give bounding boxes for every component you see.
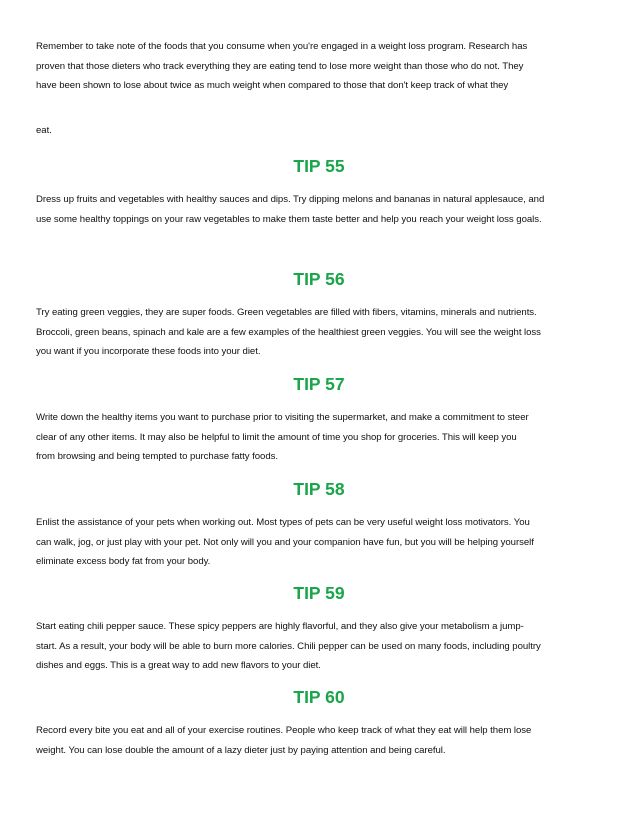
intro-paragraph (36, 37, 606, 96)
paragraph-line: proven that those dieters who track everything they are eating tend to lose more weight than those who do not. They (36, 60, 524, 72)
paragraph-line: Write down the healthy items you want to purchase prior to visiting the supermarket, and make a commitment to steer (36, 412, 529, 423)
paragraph-line: Record every bite you eat and all of your exercise routines. People who keep track of what they eat will help them lose (36, 725, 532, 736)
paragraph-line: Start eating chili pepper sauce. These spicy peppers are highly flavorful, and they also give your metabolism a jump- (36, 621, 524, 632)
tip-heading: TIP 56 (293, 269, 345, 289)
tip-paragraph (36, 721, 606, 760)
tip-paragraph (36, 408, 606, 467)
tip-heading: TIP 59 (293, 583, 345, 603)
paragraph-line: Dress up fruits and vegetables with healthy sauces and dips. Try dipping melons and bananas in natural applesauce, and (36, 194, 545, 205)
paragraph-line: from browsing and being tempted to purchase fatty foods. (36, 451, 278, 462)
paragraph-line: can walk, jog, or just play with your pet. Not only will you and your companion have fun, but you will be helping yourself (36, 536, 534, 548)
paragraph-line: eliminate excess body fat from your body. (36, 556, 211, 567)
tip-heading: TIP 57 (293, 374, 345, 394)
tip-paragraph (36, 303, 606, 362)
paragraph-line: Remember to take note of the foods that you consume when you're engaged in a weight loss program. Research has (36, 41, 528, 52)
intro-paragraph-tail (36, 121, 606, 141)
paragraph-line: use some healthy toppings on your raw vegetables to make them taste better and help you reach your weight loss goals. (36, 213, 542, 225)
tip-heading: TIP 55 (293, 156, 345, 176)
paragraph-line: eat. (36, 125, 52, 136)
tip-heading: TIP 58 (293, 479, 345, 499)
paragraph-line: clear of any other items. It may also be helpful to limit the amount of time you shop for groceries. This will keep you (36, 431, 517, 443)
paragraph-line: you want if you incorporate these foods into your diet. (36, 346, 261, 357)
paragraph-line: Broccoli, green beans, spinach and kale are a few examples of the healthiest green veggies. You will see the weight loss (36, 326, 541, 338)
paragraph-line: dishes and eggs. This is a great way to add new flavors to your diet. (36, 660, 321, 671)
tip-paragraph (36, 513, 606, 572)
paragraph-line: weight. You can lose double the amount of a lazy dieter just by paying attention and being careful. (36, 744, 446, 756)
paragraph-line: Enlist the assistance of your pets when working out. Most types of pets can be very useful weight loss motivators. You (36, 517, 530, 528)
tip-heading: TIP 60 (293, 687, 345, 707)
paragraph-line: Try eating green veggies, they are super foods. Green vegetables are filled with fibers, vitamins, minerals and nutrients. (36, 307, 537, 318)
tip-paragraph (36, 617, 606, 676)
paragraph-line: have been shown to lose about twice as much weight when compared to those that don't keep track of what they (36, 80, 509, 91)
paragraph-line: start. As a result, your body will be able to burn more calories. Chili pepper can be used on many foods, including poultry (36, 640, 541, 652)
tip-paragraph (36, 190, 606, 229)
